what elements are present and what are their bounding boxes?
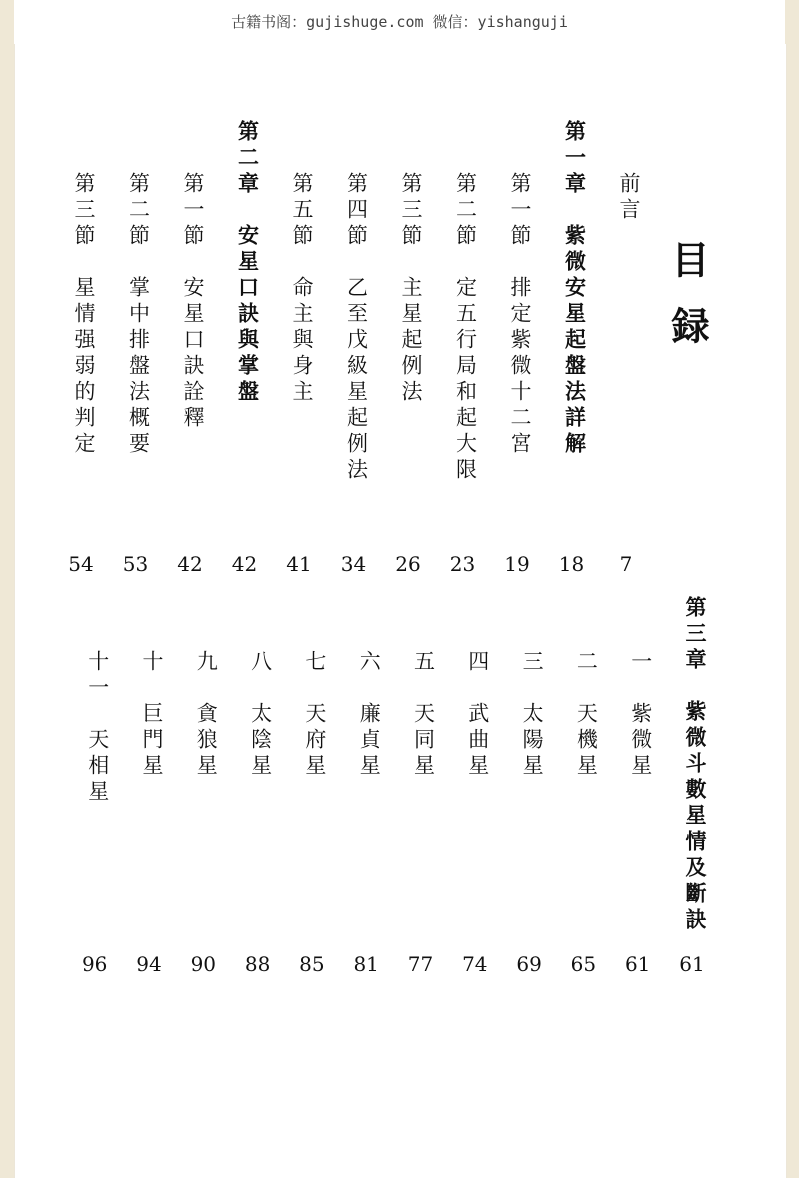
toc-entry-text: 天機星 (574, 702, 599, 780)
toc-entry (83, 650, 113, 806)
toc-entry-label: 第三節 (72, 172, 96, 250)
toc-entry (680, 596, 710, 934)
toc-entry-text: 天同星 (411, 702, 436, 780)
toc-entry (517, 650, 547, 780)
toc-entry-label: 第一節 (508, 172, 532, 250)
toc-entry (505, 172, 535, 458)
toc-entry-text: 廉貞星 (357, 702, 382, 780)
toc-entry-label: 第四節 (344, 172, 369, 250)
toc-entry (246, 650, 276, 780)
toc-entry-page: 34 (340, 552, 367, 576)
toc-entry-label: 第二章 (235, 120, 261, 198)
toc-entry-label: 九 (194, 650, 219, 676)
toc-entry-label: 七 (302, 650, 327, 676)
toc-entry-text: 巨門星 (140, 702, 164, 780)
toc-entry (178, 172, 208, 432)
toc-entry-label: 第五節 (290, 172, 314, 250)
toc-entry-page: 23 (449, 552, 476, 576)
toc-entry-text: 太陽星 (520, 702, 545, 780)
toc-entry (396, 172, 426, 406)
toc-entry-text: 主星起例法 (399, 276, 423, 406)
toc-entry (451, 172, 481, 484)
toc-entry-page: 53 (122, 552, 149, 576)
toc-entry-label: 二 (574, 650, 599, 676)
toc-entry-text: 定五行局和起大限 (453, 276, 478, 484)
toc-entry (191, 650, 221, 780)
toc-entry-text: 掌中排盤法概要 (126, 276, 151, 458)
toc-entry-page: 81 (353, 952, 379, 976)
toc-entry-label: 五 (411, 650, 436, 676)
toc-entry (463, 650, 493, 780)
toc-entry-text: 太陰星 (248, 702, 273, 780)
toc-entry (614, 172, 644, 224)
toc-entry-page: 42 (231, 552, 258, 576)
toc-entry-page: 94 (136, 952, 162, 976)
toc-entry-label: 第三章 (683, 596, 708, 674)
toc-entry-page: 41 (286, 552, 312, 576)
toc-title: 目録 (665, 240, 710, 372)
toc-entry-text: 紫微星 (628, 702, 653, 780)
toc-entry-page: 88 (244, 952, 271, 976)
toc-entry-page: 26 (395, 552, 421, 576)
toc-entry-label: 八 (248, 650, 273, 676)
toc-entry-page: 69 (516, 952, 542, 976)
toc-entry-page: 96 (81, 952, 108, 976)
toc-entry-text: 排定紫微十二宮 (508, 276, 532, 458)
toc-entry-page: 42 (177, 552, 203, 576)
toc-entry-page: 61 (679, 952, 705, 976)
toc-entry-page: 77 (407, 952, 434, 976)
toc-entry-label: 三 (520, 650, 545, 676)
watermark-header: 古籍书阁：gujishuge.com 微信：yishanguji (231, 13, 568, 31)
toc-entry (233, 120, 263, 406)
toc-entry-page: 90 (190, 952, 217, 976)
toc-entry-label: 第二節 (453, 172, 478, 250)
toc-entry-page: 18 (558, 552, 585, 576)
toc-entry-label: 十一 (85, 650, 110, 702)
toc-entry (287, 172, 317, 406)
toc-entry-label: 第二節 (126, 172, 151, 250)
toc-entry-text: 天府星 (302, 702, 327, 780)
toc-entry-label: 第一節 (181, 172, 205, 250)
toc-entry-page: 65 (570, 952, 597, 976)
toc-entry-page: 61 (624, 952, 651, 976)
toc-entry (69, 172, 99, 458)
toc-entry-text: 安星口訣詮釋 (181, 276, 205, 432)
toc-entry (560, 120, 590, 458)
toc-entry-text: 紫微安星起盤法詳解 (562, 224, 588, 458)
toc-entry-label: 十 (140, 650, 164, 676)
toc-entry-text: 安星口訣與掌盤 (235, 224, 261, 406)
toc-entry-text: 武曲星 (465, 702, 490, 780)
toc-entry-label: 六 (357, 650, 382, 676)
toc-entry-label: 第三節 (399, 172, 423, 250)
toc-entry-text: 貪狼星 (194, 702, 219, 780)
toc-entry-text: 天相星 (85, 728, 110, 806)
toc-entry-text: 乙至戊級星起例法 (344, 276, 369, 484)
toc-entry (409, 650, 439, 780)
toc-entry (571, 650, 601, 780)
toc-entry-label: 一 (628, 650, 653, 676)
toc-entry (300, 650, 330, 780)
toc-entry-label: 第一章 (562, 120, 588, 198)
toc-entry-page: 54 (68, 552, 94, 576)
toc-entry-text: 命主與身主 (290, 276, 314, 406)
toc-entry-page: 74 (462, 952, 488, 976)
toc-entry-text: 紫微斗數星情及斷訣 (683, 700, 708, 934)
toc-entry-label: 四 (465, 650, 490, 676)
toc-entry-page: 85 (299, 952, 325, 976)
toc-entry (354, 650, 384, 780)
toc-entry (342, 172, 372, 484)
toc-entry (626, 650, 656, 780)
toc-entry (137, 650, 167, 780)
page-edge-left (0, 0, 14, 1178)
toc-entry-text: 星情强弱的判定 (72, 276, 96, 458)
toc-entry-page: 7 (619, 552, 633, 576)
toc-entry-page: 19 (504, 552, 530, 576)
toc-entry-text: 前言 (617, 172, 641, 224)
toc-entry (124, 172, 154, 458)
page-edge-right (785, 0, 799, 1178)
